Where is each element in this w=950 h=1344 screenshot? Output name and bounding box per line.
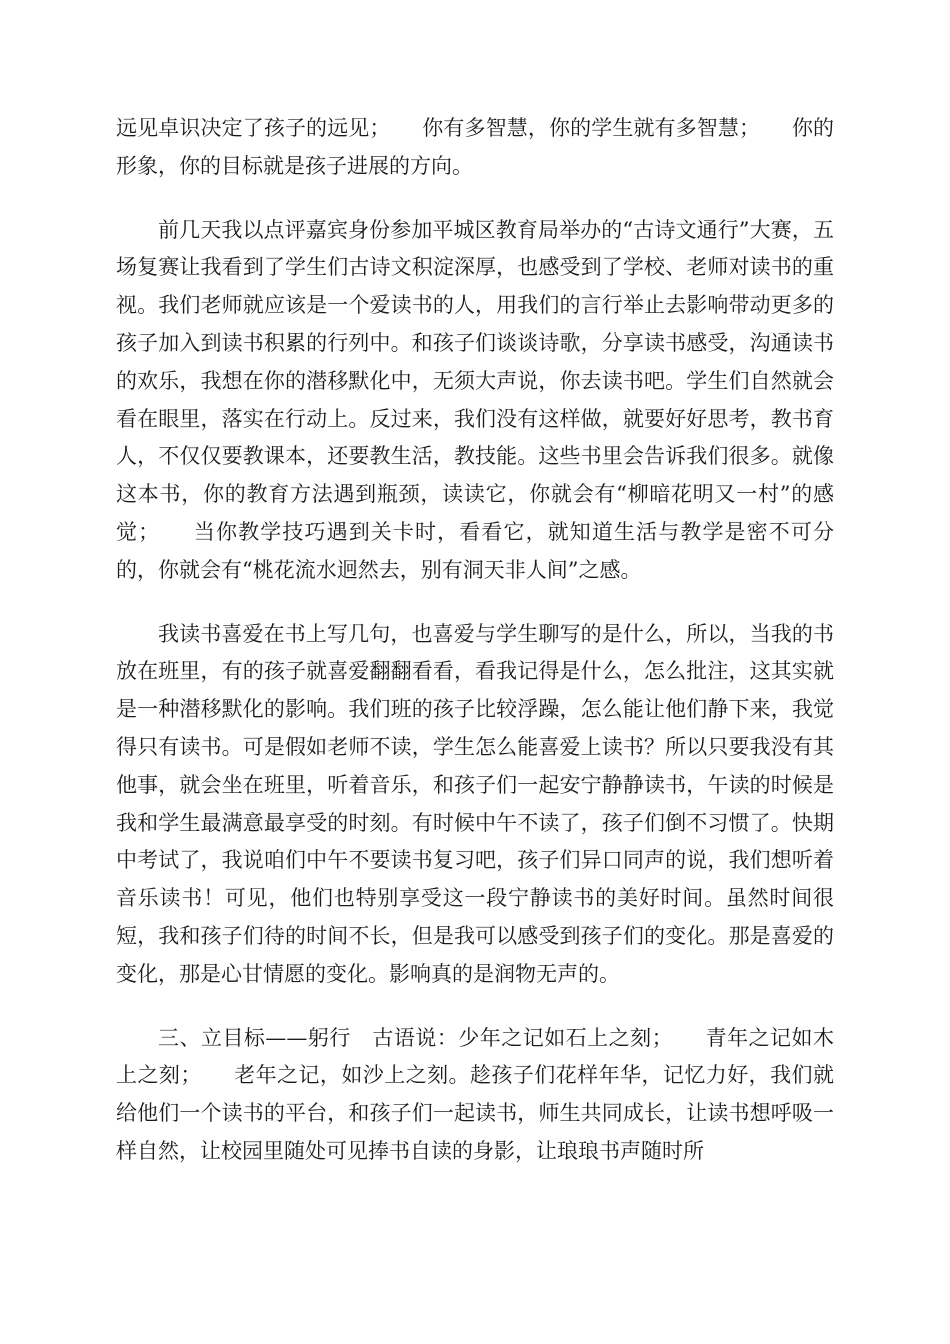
paragraph-reading-in-class: 我读书喜爱在书上写几句，也喜爱与学生聊写的是什么，所以，当我的书放在班里，有的孩子就喜爱翻翻看看，看我记得是什么，怎么批注，这其实就是一种潜移默化的影响。我们班的孩子比较浮躁，怎么能让他们静下来，我觉得只有读书。可是假如老师不读，学生怎么能喜爱上读书？所以只要我没有其他事，就会坐在班里，听着音乐，和孩子们一起安宁静静读书，午读的时候是我和学生最满意最享受的时刻。有时候中午不读了，孩子们倒不习惯了。快期中考试了，我说咱们中午不要读书复习吧，孩子们异口同声的说，我们想听着音乐读书！可见，他们也特别享受这一段宁静读书的美好时间。虽然时间很短，我和孩子们待的时间不长，但是我可以感受到孩子们的变化。那是喜爱的变化，那是心甘情愿的变化。影响真的是润物无声的。 (116, 621, 834, 986)
paragraph-continuation: 远见卓识决定了孩子的远见； 你有多智慧，你的学生就有多智慧； 你的形象，你的目标就是孩子进展的方向。 (116, 116, 834, 178)
paragraph-poetry-contest: 前几天我以点评嘉宾身份参加平城区教育局举办的“古诗文通行”大赛，五场复赛让我看到了学生们古诗文积淀深厚，也感受到了学校、老师对读书的重视。我们老师就应该是一个爱读书的人，用我们的言行举止去影响带动更多的孩子加入到读书积累的行列中。和孩子们谈谈诗歌，分享读书感受，沟通读书的欢乐，我想在你的潜移默化中，无须大声说，你去读书吧。学生们自然就会看在眼里，落实在行动上。反过来，我们没有这样做，就要好好思考，教书育人，不仅仅要教课本，还要教生活，教技能。这些书里会告诉我们很多。就像这本书，你的教育方法遇到瓶颈，读读它，你就会有“柳暗花明又一村”的感觉； 当你教学技巧遇到关卡时，看看它，就知道生活与教学是密不可分的，你就会有“桃花流水迥然去，别有洞天非人间”之感。 (116, 217, 834, 582)
paragraph-set-goals: 三、立目标——躬行 古语说：少年之记如石上之刻； 青年之记如木上之刻； 老年之记，如沙上之刻。趁孩子们花样年华，记忆力好，我们就给他们一个读书的平台，和孩子们一起读书，师生共同成长，让读书想呼吸一样自然，让校园里随处可见捧书自读的身影，让琅琅书声随时所 (116, 1025, 834, 1163)
page-text (116, 110, 834, 1171)
